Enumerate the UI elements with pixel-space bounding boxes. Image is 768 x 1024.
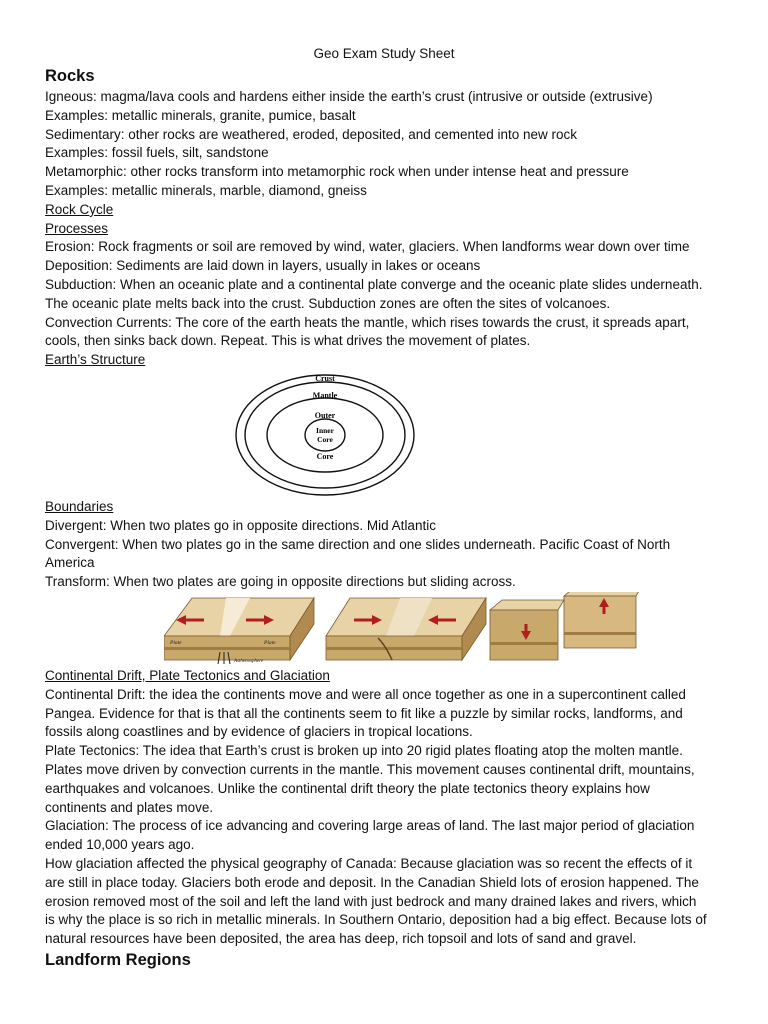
drift-line: natural resources have been deposited, the area has deep, rich topsoil and lots of sand and gravel. [45,931,637,947]
drift-text-block [45,667,735,949]
boundaries-line: Convergent: When two plates go in the same direction and one slides underneath. Pacific Coast of North [45,536,671,552]
drift-line: fossils along coastlines and by evidence of glaciers in tropical locations. [45,724,473,740]
drift-line: Plate Tectonics: The idea that Earth’s crust is broken up into 20 rigid plates floating atop the molten mantle. [45,743,683,759]
inner-label: Inner [316,426,334,435]
drift-line: Plates move driven by convection currents in the mantle. This movement causes continental drift, mountains, [45,761,695,777]
outer-core-label: Outer [314,411,336,420]
boundaries-line: America [45,555,95,571]
mantle-label: Mantle [312,391,338,400]
rocks-line: Igneous: magma/lava cools and hardens either inside the earth’s crust (intrusive or outside (extrusive) [45,89,653,104]
processes-heading: Processes [45,220,109,236]
drift-line: Glaciation: The process of ice advancing and covering large areas of land. The last major period of glaciation [45,818,695,834]
core-label: Core [316,452,334,461]
rocks-line: Sedimentary: other rocks are weathered, eroded, deposited, and cemented into new rock [45,126,578,142]
rocks-line: Examples: metallic minerals, marble, diamond, gneiss [45,182,367,198]
boundaries-line: Transform: When two plates are going in opposite directions but sliding across. [45,574,516,590]
asthenosphere-label: Asthenosphere [234,659,264,664]
boundaries-line: Divergent: When two plates go in opposite directions. Mid Atlantic [45,517,436,533]
drift-line: Continental Drift: the idea the continents move and were all once together as one in a supercontinent called [45,686,686,702]
drift-line: ended 10,000 years ago. [45,837,195,853]
boundaries-heading: Boundaries [45,499,114,514]
boundaries-text-block [45,498,735,592]
divergent-boundary-illustration [164,598,314,664]
rocks-line: Examples: fossil fuels, silt, sandstone [45,145,269,161]
landform-regions-heading: Landform Regions [45,951,191,969]
plate-boundaries-diagram [164,592,642,666]
rocks-text-block [45,88,735,370]
page-title: Geo Exam Study Sheet [313,46,455,61]
crust-label: Crust [315,374,335,383]
drift-line: Pangea. Evidence for that is that all the continents seem to fit like a puzzle by similar rocks, landforms, and [45,705,683,721]
convergent-boundary-illustration [326,598,486,660]
rocks-heading: Rocks [45,67,95,85]
drift-line: continents and plates move. [45,799,214,815]
process-line: The oceanic plate melts back into the crust. Subduction zones are often the sites of volcanoes. [45,295,611,311]
inner-core-label: Core [317,435,333,444]
drift-line: is why the place is so rich in metallic minerals. In Southern Ontario, deposition had a big effect. Because lots of [45,912,707,928]
plate-left-label: Plate [170,640,182,646]
drift-line: How glaciation affected the physical geography of Canada: Because glaciation was so recent the effects of it [45,855,693,871]
earth-structure-heading: Earth’s Structure [45,352,146,368]
rock-cycle-heading: Rock Cycle [45,201,114,217]
drift-heading: Continental Drift, Plate Tectonics and Glaciation [45,668,330,683]
process-line: cools, then sinks back down. Repeat. This is what drives the movement of plates. [45,333,531,349]
rocks-line: Examples: metallic minerals, granite, pumice, basalt [45,107,356,123]
drift-line: earthquakes and volcanoes. Unlike the continental drift theory the plate tectonics theory explains how [45,780,650,796]
process-line: Subduction: When an oceanic plate and a continental plate converge and the oceanic plate slides underneath. [45,276,703,292]
transform-boundary-illustration [490,592,642,660]
rocks-line: Metamorphic: other rocks transform into metamorphic rock when under intense heat and pressure [45,164,629,180]
drift-line: are still in place today. Glaciers both erode and deposit. In the Canadian Shield lots of erosion happened. The [45,874,699,890]
process-line: Convection Currents: The core of the earth heats the mantle, which rises towards the crust, it spreads apart, [45,314,690,330]
drift-line: erosion removed most of the soil and left the land with just bedrock and many drained lakes and rivers, which [45,893,697,909]
process-line: Erosion: Rock fragments or soil are removed by wind, water, glaciers. When landforms wear down over time [45,239,690,255]
earth-structure-diagram [230,372,420,498]
plate-right-label: Plate [264,640,276,646]
process-line: Deposition: Sediments are laid down in layers, usually in lakes or oceans [45,258,481,274]
